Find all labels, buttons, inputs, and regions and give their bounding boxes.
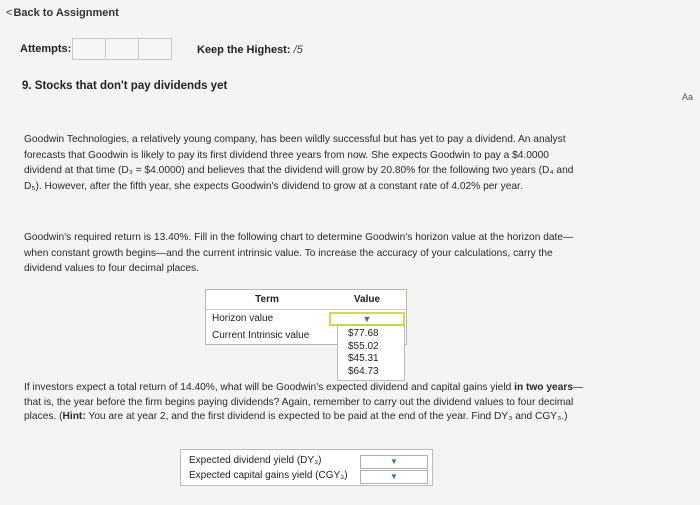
para3-text-c: You are at year 2, and the first dividend is expected to be paid at the end of the year. Find DY₃ and CGY₃.) — [85, 411, 568, 422]
horizon-value-dropdown[interactable] — [329, 312, 405, 326]
para3-text-b: —that is, the year before the firm begins paying dividends? Again, remember to carry out the dividend values to four decimal places. ( — [24, 382, 584, 422]
value-header: Value — [328, 290, 407, 310]
term-header: Term — [206, 290, 329, 310]
problem-paragraph-2: Goodwin's required return is 13.40%. Fill in the following chart to determine Goodwin's horizon value at the horizon date—when constant growth begins—and the current intrinsic value. To increase the accuracy of your calculations, carry the dividend values to four decimal places. — [24, 232, 574, 274]
text-size-button[interactable]: Aa — [682, 92, 694, 102]
dividend-yield-label: Expected dividend yield (DY₃) — [189, 455, 322, 466]
chevron-down-icon: ▼ — [362, 313, 372, 324]
keep-highest-denominator: /5 — [293, 44, 303, 56]
dropdown-option[interactable]: $45.31 — [348, 353, 379, 364]
chevron-left-icon: < — [6, 7, 13, 19]
keep-highest-label — [197, 44, 303, 56]
hint-label: Hint: — [62, 411, 86, 422]
back-to-assignment-link[interactable] — [6, 7, 119, 19]
keep-highest-text: Keep the Highest: — [197, 44, 291, 56]
yields-panel — [180, 449, 433, 486]
horizon-value-label: Horizon value — [212, 313, 274, 324]
dropdown-option[interactable]: $77.68 — [348, 328, 379, 339]
problem-paragraph-1: Goodwin Technologies, a relatively young company, has been wildly successful but has yet to pay a dividend. An analyst forecasts that Goodwin is likely to pay its first dividend three years from now. She expects Goodwin to pay a $4.0000 dividend at that time (D₃ = $4.0000) and believes that the dividend will grow by 20.80% for the following two years (D₄ and D₅). However, after the fifth year, she expects Goodwin's dividend to grow at a constant rate of 4.02% per year. — [24, 134, 574, 192]
attempts-label: Attempts: — [20, 43, 72, 55]
intrinsic-value-label: Current Intrinsic value — [212, 330, 310, 341]
para3-emphasis: in two years — [514, 382, 573, 393]
para3-text-a: If investors expect a total return of 14.40%, what will be Goodwin's expected dividend and capital gains yield — [24, 382, 515, 393]
dropdown-option[interactable]: $55.02 — [348, 340, 379, 352]
attempt-box-2 — [105, 38, 139, 60]
dividend-yield-dropdown[interactable] — [360, 455, 428, 469]
capital-gains-yield-dropdown[interactable] — [360, 470, 428, 484]
dropdown-option[interactable]: $64.73 — [348, 365, 379, 377]
question-title: 9. Stocks that don't pay dividends yet — [22, 80, 228, 92]
capital-gains-yield-label: Expected capital gains yield (CGY₃) — [189, 470, 348, 481]
chevron-down-icon: ▼ — [390, 457, 398, 466]
problem-paragraph-3 — [24, 381, 584, 425]
dropdown-options-list — [337, 325, 405, 381]
attempt-box-3 — [138, 38, 172, 60]
back-link-label: Back to Assignment — [13, 7, 119, 19]
attempt-box-1 — [72, 38, 106, 60]
chevron-down-icon: ▼ — [390, 472, 398, 481]
